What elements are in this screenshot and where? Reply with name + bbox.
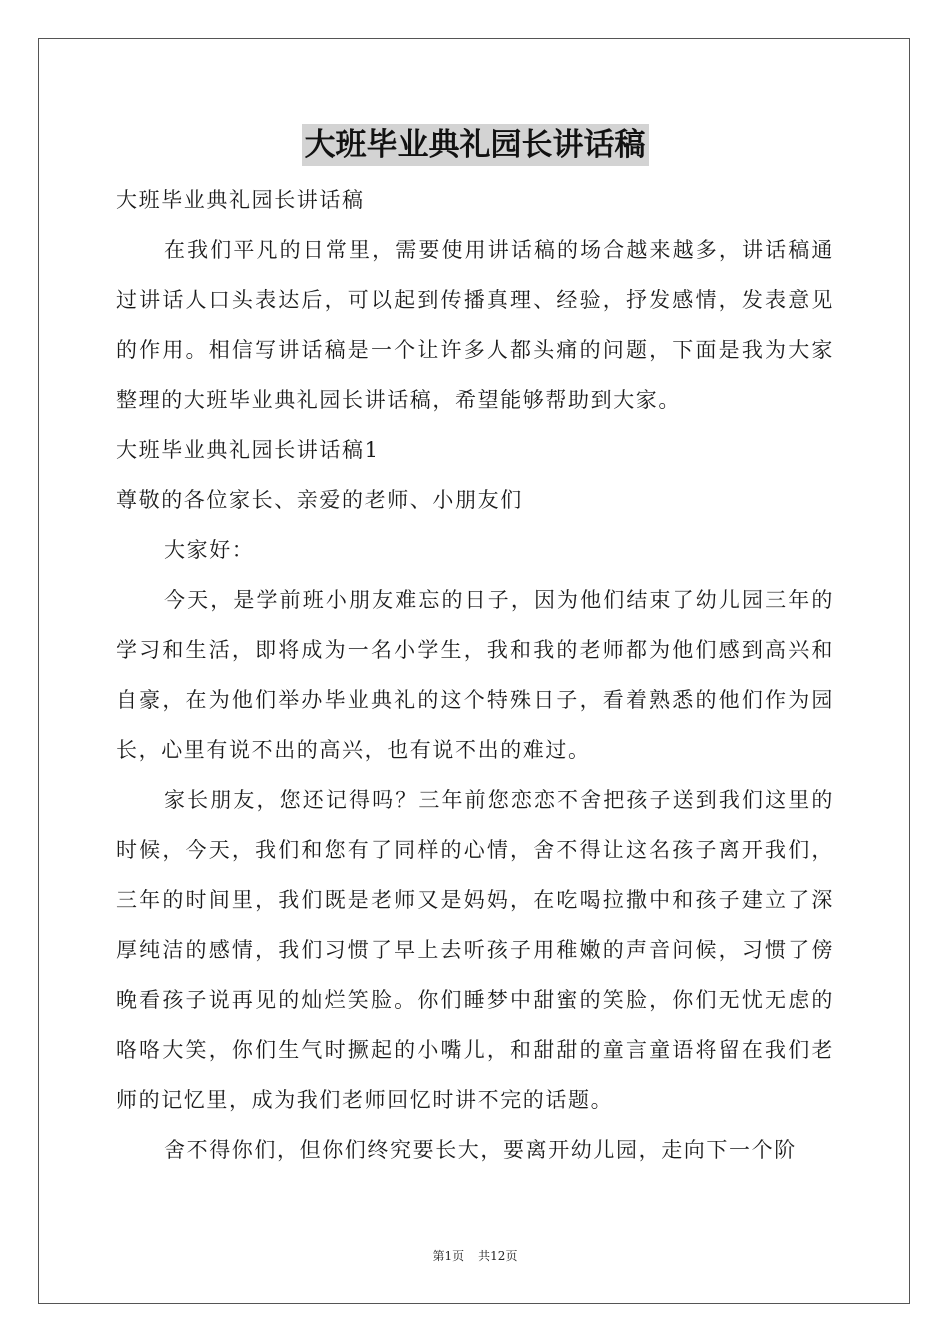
- document-title: 大班毕业典礼园长讲话稿: [302, 124, 649, 166]
- body-paragraph: 今天，是学前班小朋友难忘的日子，因为他们结束了幼儿园三年的学习和生活，即将成为一名小学生，我和我的老师都为他们感到高兴和自豪，在为他们举办毕业典礼的这个特殊日子，看着熟悉的他们作为园长，心里有说不出的高兴，也有说不出的难过。: [116, 588, 834, 762]
- greeting: 大家好：: [164, 538, 255, 562]
- page-total: 共12页: [478, 1249, 518, 1263]
- intro-paragraph: 在我们平凡的日常里，需要使用讲话稿的场合越来越多，讲话稿通过讲话人口头表达后，可以起到传播真理、经验，抒发感情，发表意见的作用。相信写讲话稿是一个让许多人都头痛的问题，下面是我为大家整理的大班毕业典礼园长讲话稿，希望能够帮助到大家。: [116, 238, 834, 412]
- page-footer: [0, 1247, 950, 1264]
- section-heading: 大班毕业典礼园长讲话稿1: [116, 438, 380, 462]
- subtitle-line: 大班毕业典礼园长讲话稿: [116, 188, 365, 212]
- document-body: [116, 175, 834, 1175]
- title-container: [0, 124, 950, 166]
- page-number: 第1页: [432, 1249, 465, 1263]
- body-paragraph: 舍不得你们，但你们终究要长大，要离开幼儿园，走向下一个阶: [164, 1138, 797, 1162]
- salutation: 尊敬的各位家长、亲爱的老师、小朋友们: [116, 488, 523, 512]
- body-paragraph: 家长朋友，您还记得吗？三年前您恋恋不舍把孩子送到我们这里的时候，今天，我们和您有了同样的心情，舍不得让这名孩子离开我们，三年的时间里，我们既是老师又是妈妈，在吃喝拉撒中和孩子建立了深厚纯洁的感情，我们习惯了早上去听孩子用稚嫩的声音问候，习惯了傍晚看孩子说再见的灿烂笑脸。你们睡梦中甜蜜的笑脸，你们无忧无虑的咯咯大笑，你们生气时撅起的小嘴儿，和甜甜的童言童语将留在我们老师的记忆里，成为我们老师回忆时讲不完的话题。: [116, 788, 834, 1112]
